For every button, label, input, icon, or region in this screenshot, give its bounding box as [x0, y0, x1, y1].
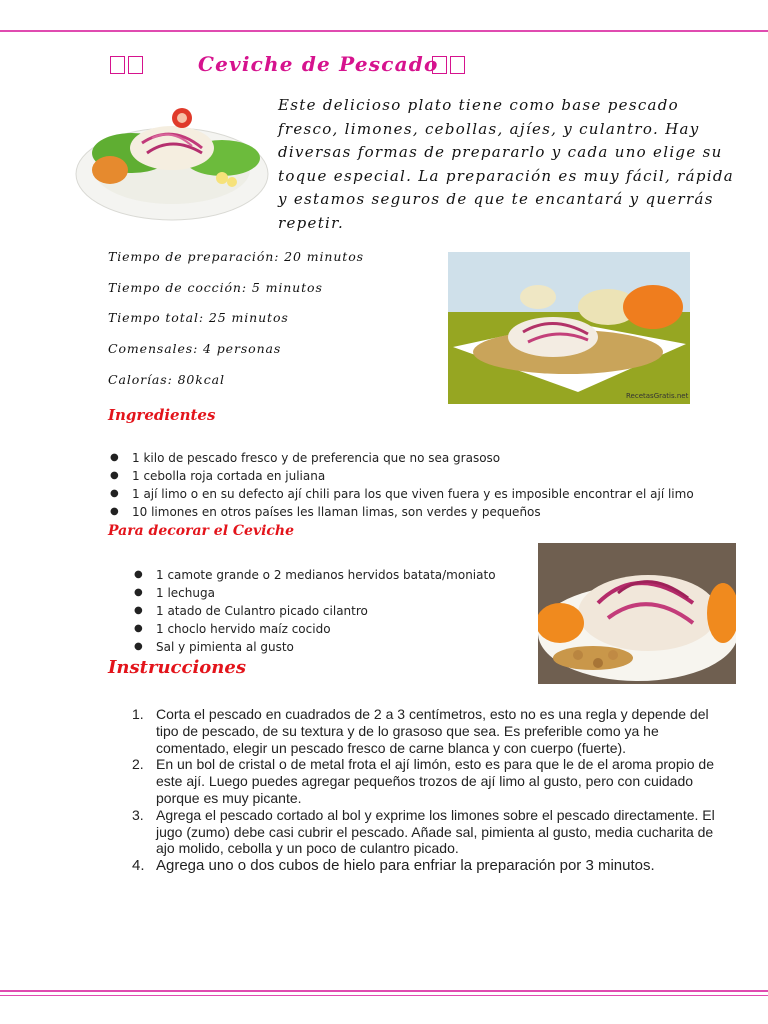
page-title: Ceviche de Pescado: [198, 52, 439, 76]
box-glyph-icon: [432, 54, 468, 75]
intro-paragraph: Este delicioso plato tiene como base pescado fresco, limones, cebollas, ajíes, y culantro. Hay diversas formas de prepararlo y cada uno elige su toque especial. La preparación es muy fácil, rápida y estamos seguros de que te encantará y querrás repetir.: [278, 96, 734, 232]
list-item: ● 1 cebolla roja cortada en juliana: [110, 469, 326, 483]
bottom-divider: [0, 995, 768, 996]
list-item: ● 10 limones en otros países les llaman limas, son verdes y pequeños: [110, 505, 541, 519]
list-item: ● 1 lechuga: [134, 586, 215, 600]
instructions-list: [112, 706, 732, 875]
ingredients-list: [110, 449, 694, 521]
list-item: ● 1 ají limo o en su defecto ají chili para los que viven fuera y es imposible encontrar el ají limo: [110, 487, 694, 501]
list-item: ● 1 atado de Culantro picado cilantro: [134, 604, 368, 618]
decorate-list: [134, 566, 496, 656]
top-divider: [0, 30, 768, 32]
list-item: ● 1 camote grande o 2 medianos hervidos batata/moniato: [134, 568, 496, 582]
ceviche-photo-plate: [72, 98, 270, 226]
list-item: 3. Agrega el pescado cortado al bol y exprime los limones sobre el pescado directamente. El jugo (zumo) debe casi cubrir el pescado. Añade sal, pimienta al gusto, media cucharita de ajo molido, cebolla y un poco de culantro picado.: [132, 806, 715, 857]
calories: Calorías: 80kcal: [108, 371, 225, 387]
instructions-heading: Instrucciones: [108, 657, 246, 678]
list-item: 4. Agrega uno o dos cubos de hielo para enfriar la preparación por 3 minutos.: [132, 857, 655, 875]
decorate-heading: Para decorar el Ceviche: [108, 523, 295, 539]
ingredients-heading: Ingredientes: [108, 406, 216, 424]
list-item: 2. En un bol de cristal o de metal frota el ají limón, esto es para que le de el aroma propio de este ají. Luego puedes agregar pequeños trozos de ají limo al gusto, pero con cuidado porque es muy picante.: [132, 756, 714, 806]
list-item: ● 1 choclo hervido maíz cocido: [134, 622, 331, 636]
total-time: Tiempo total: 25 minutos: [108, 310, 289, 326]
ceviche-photo-closeup: [538, 543, 736, 684]
list-item: ● Sal y pimienta al gusto: [134, 640, 294, 654]
list-item: 1. Corta el pescado en cuadrados de 2 a 3 centímetros, esto no es una regla y depende del tipo de pescado, de su textura y de lo grasoso que sea. Es preferible como ya he comentado, elegir un pescado fresco de carne blanca y con cuerpo (fuerte).: [132, 706, 709, 756]
svg-text:RecetasGratis.net: RecetasGratis.net: [626, 392, 689, 400]
bottom-divider: [0, 990, 768, 992]
cook-time: Tiempo de cocción: 5 minutos: [108, 279, 323, 295]
title-row: [110, 50, 730, 82]
servings: Comensales: 4 personas: [108, 341, 282, 357]
recipe-times: [108, 246, 438, 399]
ceviche-photo-corn: [448, 252, 690, 404]
box-glyph-icon: [110, 54, 146, 75]
list-item: ● 1 kilo de pescado fresco y de preferencia que no sea grasoso: [110, 451, 501, 465]
prep-time: Tiempo de preparación: 20 minutos: [108, 249, 364, 264]
